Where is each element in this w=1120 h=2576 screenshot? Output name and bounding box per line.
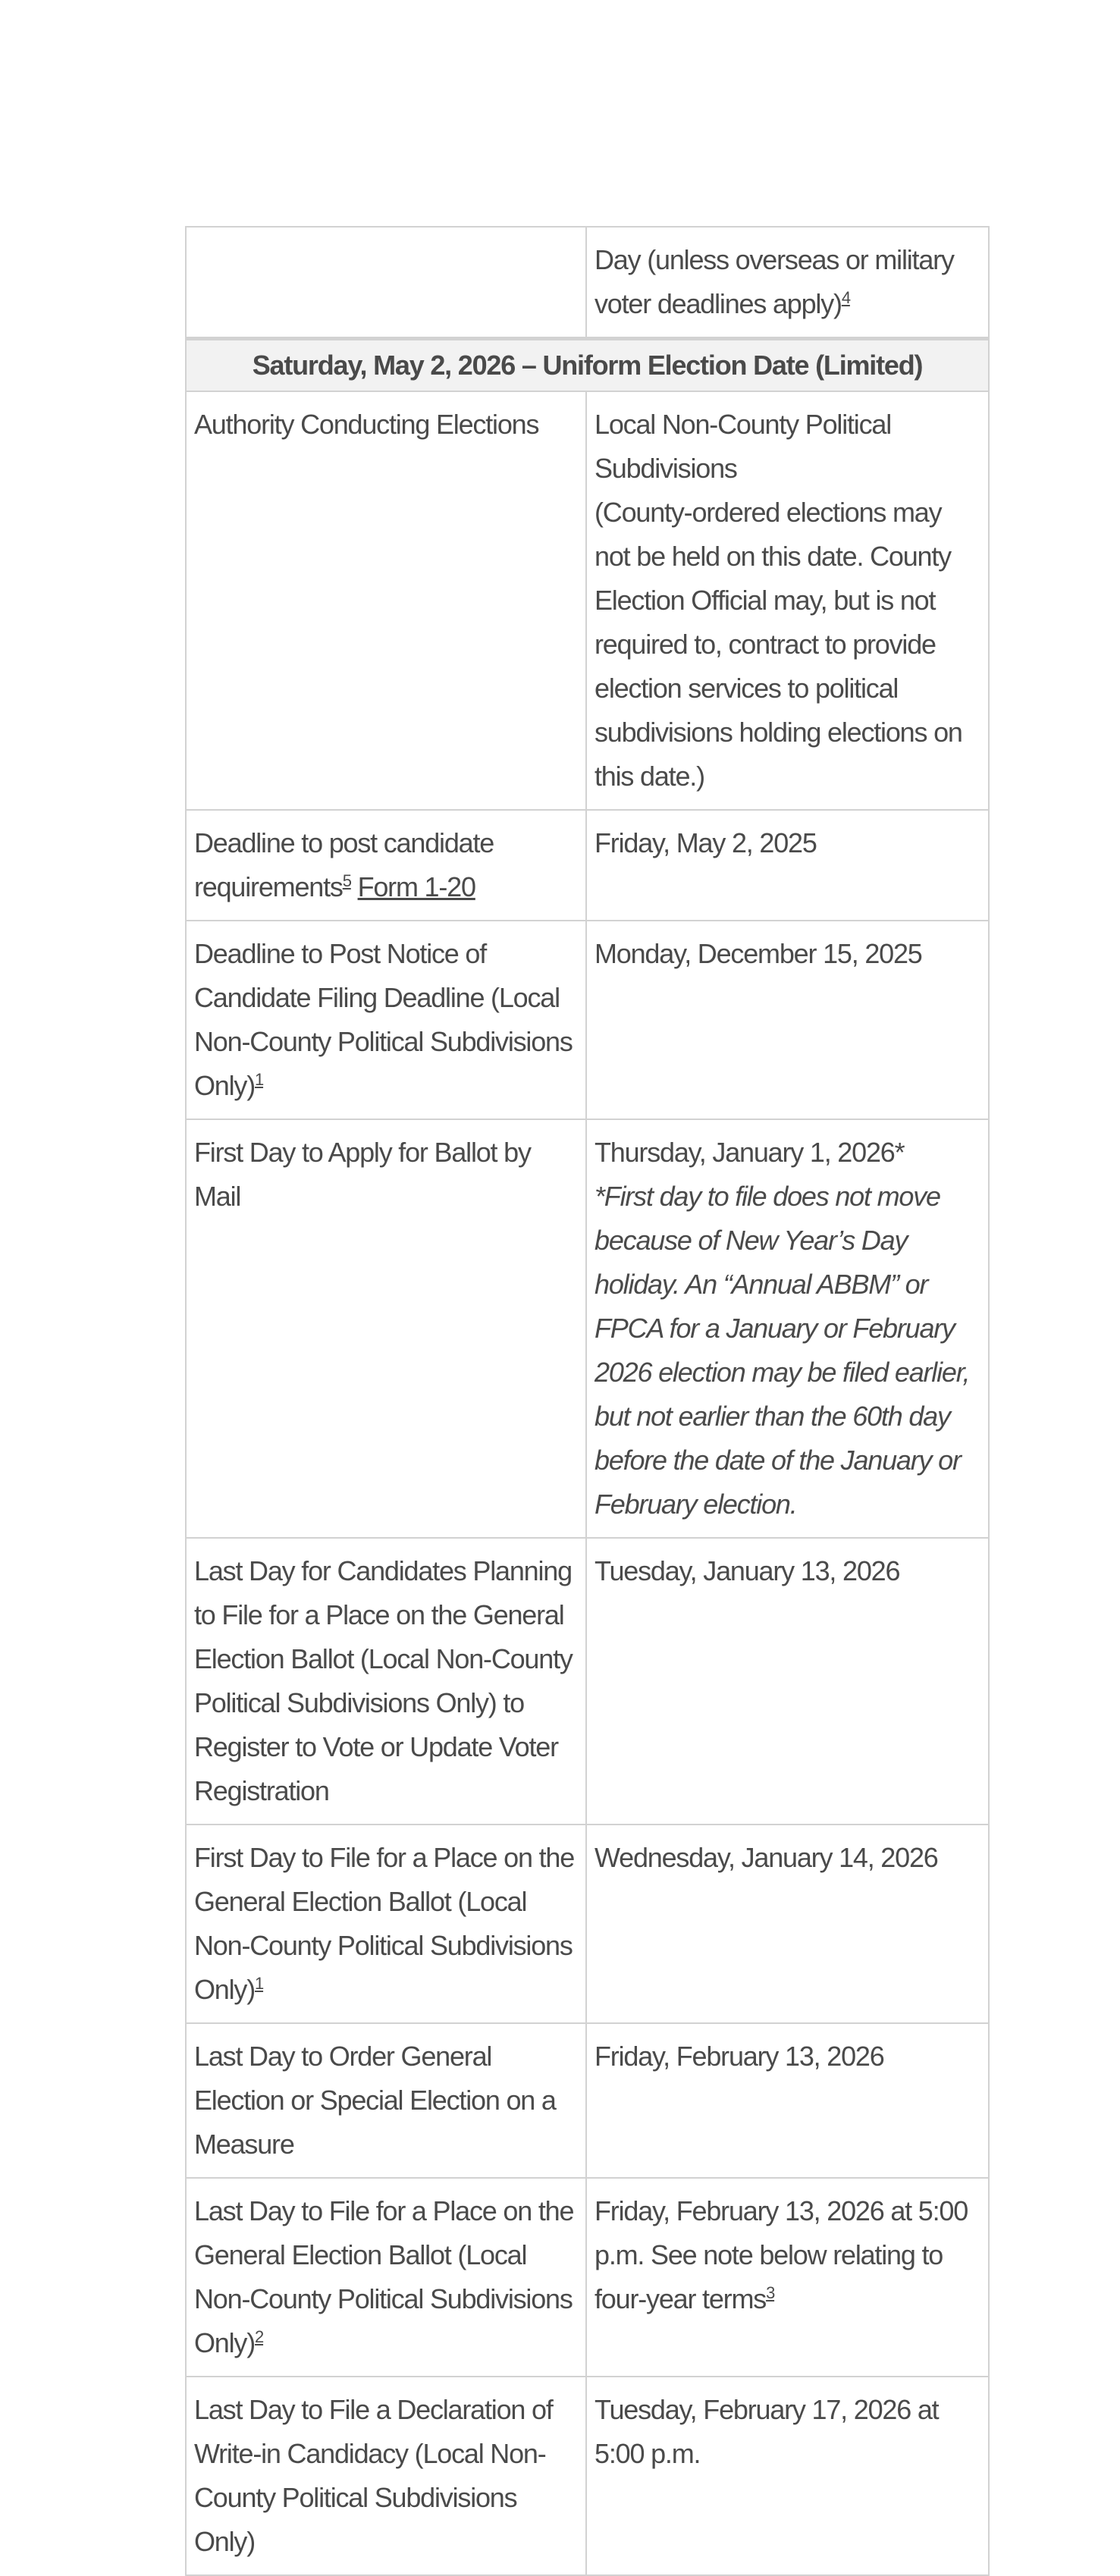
row-value [586, 1119, 989, 1538]
row-label [186, 810, 586, 921]
footnote-ref[interactable]: 5 [342, 871, 351, 890]
row-label-text: First Day to File for a Place on the General Election Ballot (Local Non-County Political Subdivisions Only) [194, 1842, 575, 2005]
row-value-text: Thursday, January 1, 2026* [595, 1137, 905, 1168]
authority-note: (County-ordered elections may not be held on this date. County Election Official may, but is not required to, contract to provide election services to political subdivisions holding elections on this date.) [595, 497, 962, 792]
footnote-ref[interactable]: 3 [766, 2283, 775, 2302]
table-row [186, 2377, 989, 2575]
row-value [586, 391, 989, 810]
continuation-text: Day (unless overseas or military voter deadlines apply) [595, 244, 954, 319]
row-label [186, 2178, 586, 2377]
table-row [186, 391, 989, 810]
authority-value: Local Non-County Political Subdivisions [595, 409, 892, 484]
row-value-note: *First day to file does not move because of New Year’s Day holiday. An “Annual ABBM” or FPCA for a January or February 2026 election may be filed earlier, but not earlier than the 60th day before the date of the January or February election. [595, 1181, 970, 1520]
row-label [186, 921, 586, 1119]
row-value: Monday, December 15, 2025 [586, 921, 989, 1119]
table-row [186, 921, 989, 1119]
table-row [186, 1825, 989, 2023]
table-row [186, 2023, 989, 2178]
row-value: Friday, February 13, 2026 [586, 2023, 989, 2178]
row-value: Tuesday, February 17, 2026 at 5:00 p.m. [586, 2377, 989, 2575]
empty-cell [186, 227, 586, 339]
row-value [586, 2178, 989, 2377]
row-label-text: Deadline to post candidate requirements [194, 827, 494, 902]
table-row [186, 2178, 989, 2377]
row-label: First Day to Apply for Ballot by Mail [186, 1119, 586, 1538]
section-header: Saturday, May 2, 2026 – Uniform Election Date (Limited) [186, 339, 989, 392]
form-link[interactable]: Form 1-20 [357, 871, 475, 902]
row-value: Wednesday, January 14, 2026 [586, 1825, 989, 2023]
row-label: Last Day to Order General Election or Special Election on a Measure [186, 2023, 586, 2178]
row-value: Friday, May 2, 2025 [586, 810, 989, 921]
row-value-text: Friday, February 13, 2026 at 5:00 p.m. See note below relating to four-year terms [595, 2195, 968, 2314]
row-label-text: Deadline to Post Notice of Candidate Filing Deadline (Local Non-County Political Subdivisions Only) [194, 938, 573, 1101]
footnote-ref[interactable]: 1 [255, 1974, 264, 1993]
row-label: Last Day for Candidates Planning to File for a Place on the General Election Ballot (Local Non-County Political Subdivisions Only) to Register to Vote or Update Voter Registration [186, 1538, 586, 1825]
footnote-ref[interactable]: 1 [255, 1070, 264, 1089]
row-label: Authority Conducting Elections [186, 391, 586, 810]
row-label: Last Day to File a Declaration of Write-in Candidacy (Local Non-County Political Subdivisions Only) [186, 2377, 586, 2575]
table-row [186, 1538, 989, 1825]
footnote-ref[interactable]: 2 [255, 2327, 264, 2346]
table-row [186, 810, 989, 921]
row-value: Tuesday, January 13, 2026 [586, 1538, 989, 1825]
election-schedule-table [185, 226, 990, 2576]
footnote-ref[interactable]: 4 [841, 288, 850, 307]
table-row [186, 1119, 989, 1538]
table-row [186, 227, 989, 339]
continuation-value [586, 227, 989, 339]
section-header-row [186, 339, 989, 392]
row-label-text: Last Day to File for a Place on the General Election Ballot (Local Non-County Political Subdivisions Only) [194, 2195, 574, 2358]
row-label [186, 1825, 586, 2023]
